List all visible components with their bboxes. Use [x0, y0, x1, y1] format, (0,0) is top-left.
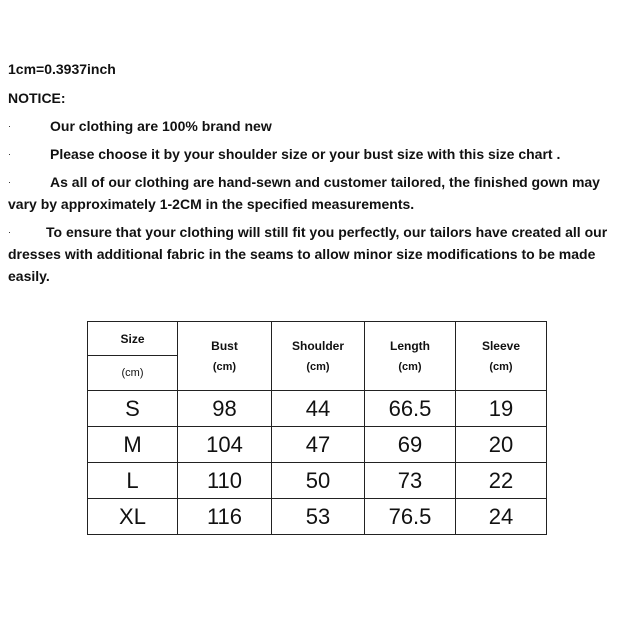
table-row: [88, 427, 547, 463]
bust-header: [178, 322, 272, 391]
notice-text: Please choose it by your shoulder size or your bust size with this size chart .: [50, 146, 561, 162]
sleeve-cell: 24: [456, 499, 547, 535]
length-cell: 73: [365, 463, 456, 499]
sleeve-cell: 20: [456, 427, 547, 463]
table-row: [88, 499, 547, 535]
shoulder-cell: 44: [272, 391, 365, 427]
size-cell: M: [88, 427, 178, 463]
bullet-dot: ·: [8, 149, 11, 159]
conversion-note: 1cm=0.3937inch: [8, 61, 116, 77]
column-name: Length: [390, 339, 430, 353]
sleeve-cell: 19: [456, 391, 547, 427]
length-cell: 66.5: [365, 391, 456, 427]
notice-item: [8, 221, 632, 287]
length-cell: 76.5: [365, 499, 456, 535]
notice-section: [8, 58, 632, 287]
sleeve-cell: 22: [456, 463, 547, 499]
column-unit: (cm): [489, 361, 513, 373]
column-name: Bust: [211, 339, 238, 353]
length-cell: 69: [365, 427, 456, 463]
length-header: [365, 322, 456, 391]
column-name: Sleeve: [481, 339, 521, 353]
column-unit: (cm): [212, 361, 237, 373]
bust-cell: 110: [178, 463, 272, 499]
shoulder-cell: 47: [272, 427, 365, 463]
shoulder-header: [272, 322, 365, 391]
size-header: Size: [88, 322, 178, 356]
notice-text: To ensure that your clothing will still fit you perfectly, our tailors have created all our dresses with additional fabric in the seams to allow minor size modifications to be made easily.: [8, 224, 608, 284]
bullet-dot: ·: [8, 227, 11, 237]
size-cell: L: [88, 463, 178, 499]
column-unit: (cm): [398, 361, 422, 373]
notice-text: Our clothing are 100% brand new: [50, 118, 272, 134]
bust-cell: 98: [178, 391, 272, 427]
column-unit: (cm): [306, 361, 330, 373]
size-chart-table: [87, 321, 547, 535]
sleeve-header: [456, 322, 547, 391]
notice-item: [8, 115, 632, 137]
bullet-dot: ·: [8, 121, 11, 131]
bust-cell: 104: [178, 427, 272, 463]
bullet-dot: ·: [8, 177, 11, 187]
notice-item: [8, 143, 632, 165]
table-row: [88, 463, 547, 499]
shoulder-cell: 50: [272, 463, 365, 499]
table-header-row: [88, 322, 547, 356]
size-cell: S: [88, 391, 178, 427]
notice-title: NOTICE:: [8, 90, 66, 106]
shoulder-cell: 53: [272, 499, 365, 535]
table-row: [88, 391, 547, 427]
column-name: Shoulder: [291, 339, 344, 353]
size-unit-header: (cm): [88, 356, 178, 391]
notice-text: As all of our clothing are hand-sewn and customer tailored, the finished gown may vary by approximately 1-2CM in the specified measurements.: [8, 174, 600, 212]
size-cell: XL: [88, 499, 178, 535]
notice-item: [8, 171, 632, 215]
bust-cell: 116: [178, 499, 272, 535]
